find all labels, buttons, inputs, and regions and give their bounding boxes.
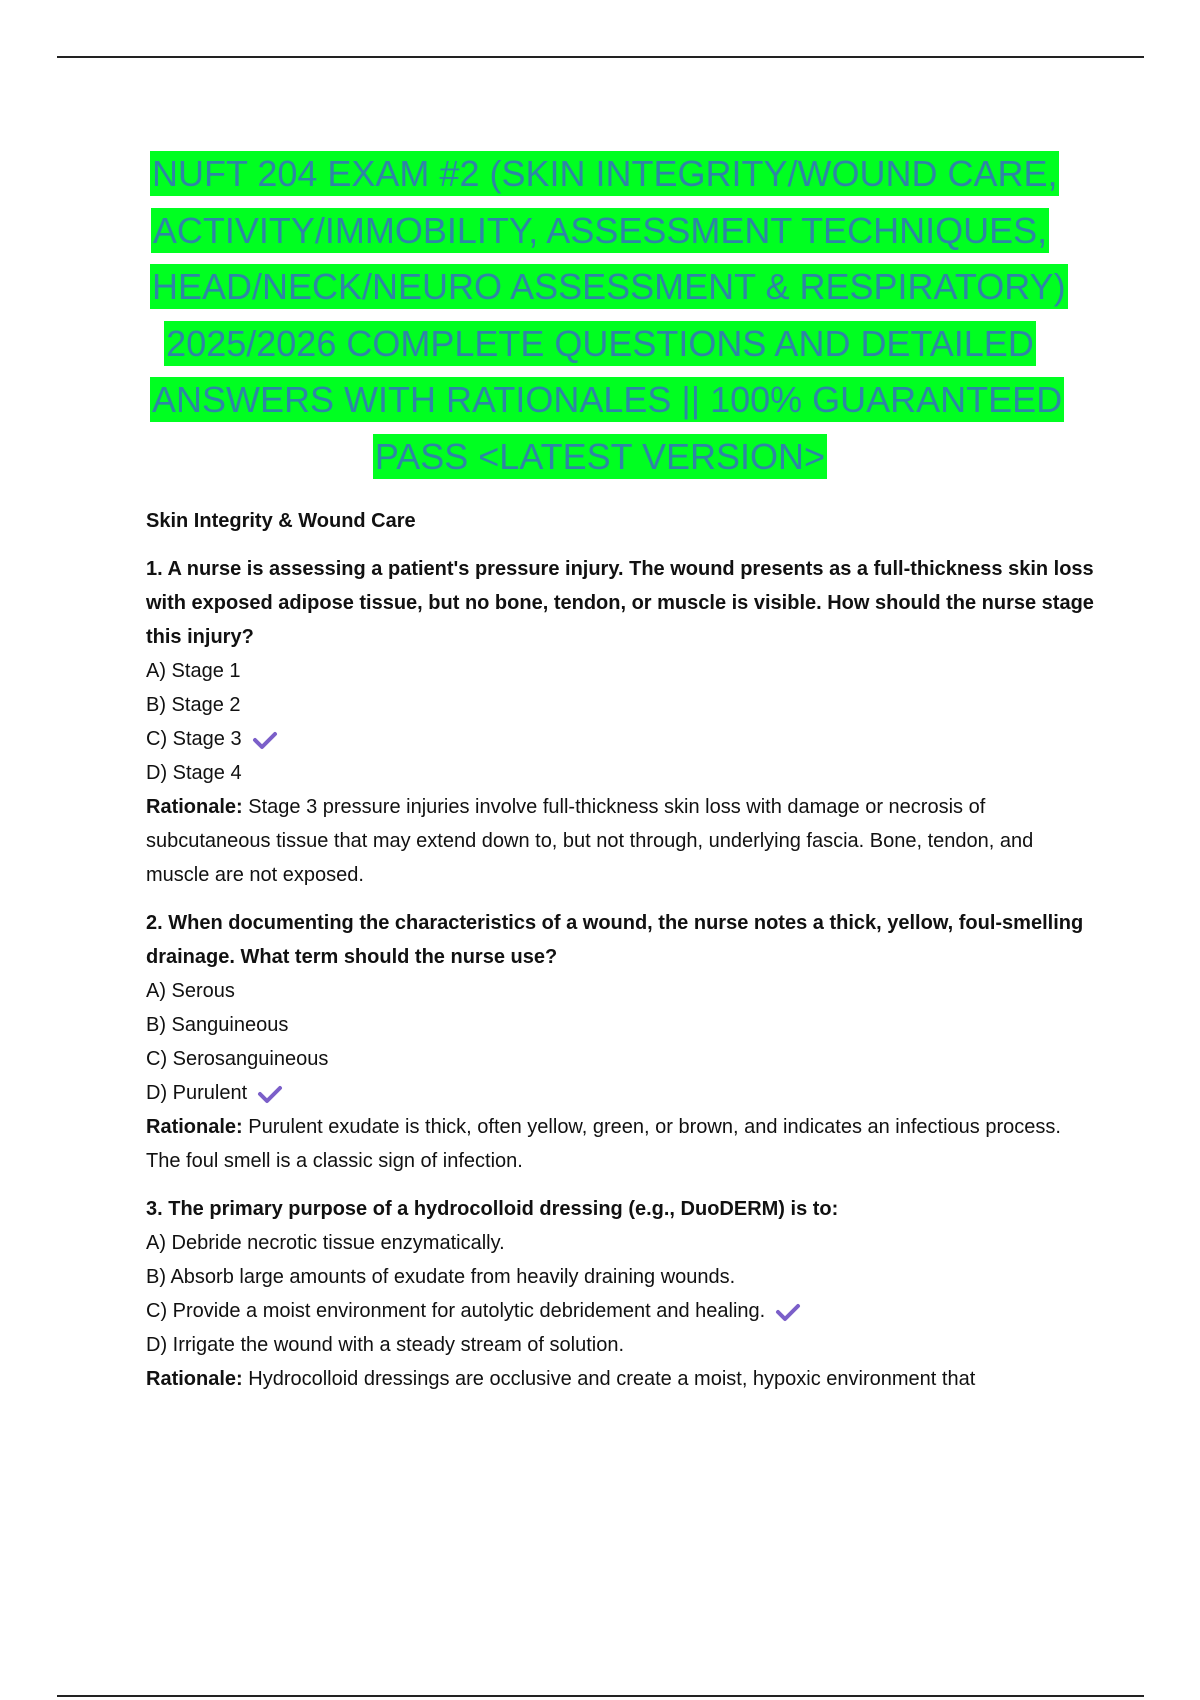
document-body	[146, 504, 1096, 1410]
answer-option: D) Irrigate the wound with a steady stream of solution.	[146, 1334, 625, 1356]
answer-option: C) Serosanguineous	[146, 1048, 329, 1070]
answer-option: A) Debride necrotic tissue enzymatically.	[146, 1232, 505, 1254]
answer-option: D) Stage 4	[146, 762, 242, 784]
rationale-text: Stage 3 pressure injuries involve full-thickness skin loss with damage or necrosis of subcutaneous tissue that may extend down to, but not through, underlying fascia. Bone, tendon, and muscle are not exposed.	[146, 796, 1034, 886]
answer-option-correct: C) Stage 3	[146, 722, 1096, 756]
top-rule	[57, 56, 1144, 58]
checkmark-icon	[257, 1084, 283, 1104]
rationale-text: Purulent exudate is thick, often yellow, green, or brown, and indicates an infectious process. The foul smell is a classic sign of infection.	[146, 1116, 1061, 1172]
title-line: 2025/2026 COMPLETE QUESTIONS AND DETAILED	[166, 322, 1034, 364]
answer-option: A) Serous	[146, 980, 235, 1002]
rationale-text: Hydrocolloid dressings are occlusive and create a moist, hypoxic environment that	[248, 1368, 976, 1390]
rationale	[146, 1110, 1096, 1178]
question-2	[146, 906, 1096, 1178]
answer-option: B) Absorb large amounts of exudate from heavily draining wounds.	[146, 1266, 736, 1288]
rationale-label: Rationale:	[146, 796, 243, 818]
rationale	[146, 1362, 1096, 1396]
rationale-label: Rationale:	[146, 1368, 243, 1390]
checkmark-icon	[775, 1302, 801, 1322]
answer-option: A) Stage 1	[146, 660, 241, 682]
answer-option-correct: D) Purulent	[146, 1076, 1096, 1110]
question-text: 2. When documenting the characteristics of a wound, the nurse notes a thick, yellow, foul-smelling drainage. What term should the nurse use?	[146, 912, 1084, 968]
document-title	[150, 146, 1066, 485]
section-heading: Skin Integrity & Wound Care	[146, 510, 416, 532]
checkmark-icon	[252, 730, 278, 750]
answer-option: B) Stage 2	[146, 694, 241, 716]
title-line: PASS <LATEST VERSION>	[374, 435, 826, 477]
bottom-rule	[57, 1695, 1144, 1697]
title-line: ANSWERS WITH RATIONALES || 100% GUARANTEED	[152, 379, 1063, 420]
question-3	[146, 1192, 1096, 1396]
title-line: HEAD/NECK/NEURO ASSESSMENT & RESPIRATORY)	[152, 266, 1066, 307]
rationale	[146, 790, 1096, 892]
rationale-label: Rationale:	[146, 1116, 243, 1138]
title-line: ACTIVITY/IMMOBILITY, ASSESSMENT TECHNIQUES,	[152, 209, 1048, 251]
title-line: NUFT 204 EXAM #2 (SKIN INTEGRITY/WOUND CARE,	[152, 153, 1058, 194]
answer-option: B) Sanguineous	[146, 1014, 289, 1036]
answer-option-correct: C) Provide a moist environment for autolytic debridement and healing.	[146, 1294, 1096, 1328]
question-1	[146, 552, 1096, 892]
question-text: 3. The primary purpose of a hydrocolloid dressing (e.g., DuoDERM) is to:	[146, 1198, 839, 1220]
question-text: 1. A nurse is assessing a patient's pressure injury. The wound presents as a full-thickness skin loss with exposed adipose tissue, but no bone, tendon, or muscle is visible. How should the nurse stage this injury?	[146, 558, 1094, 648]
